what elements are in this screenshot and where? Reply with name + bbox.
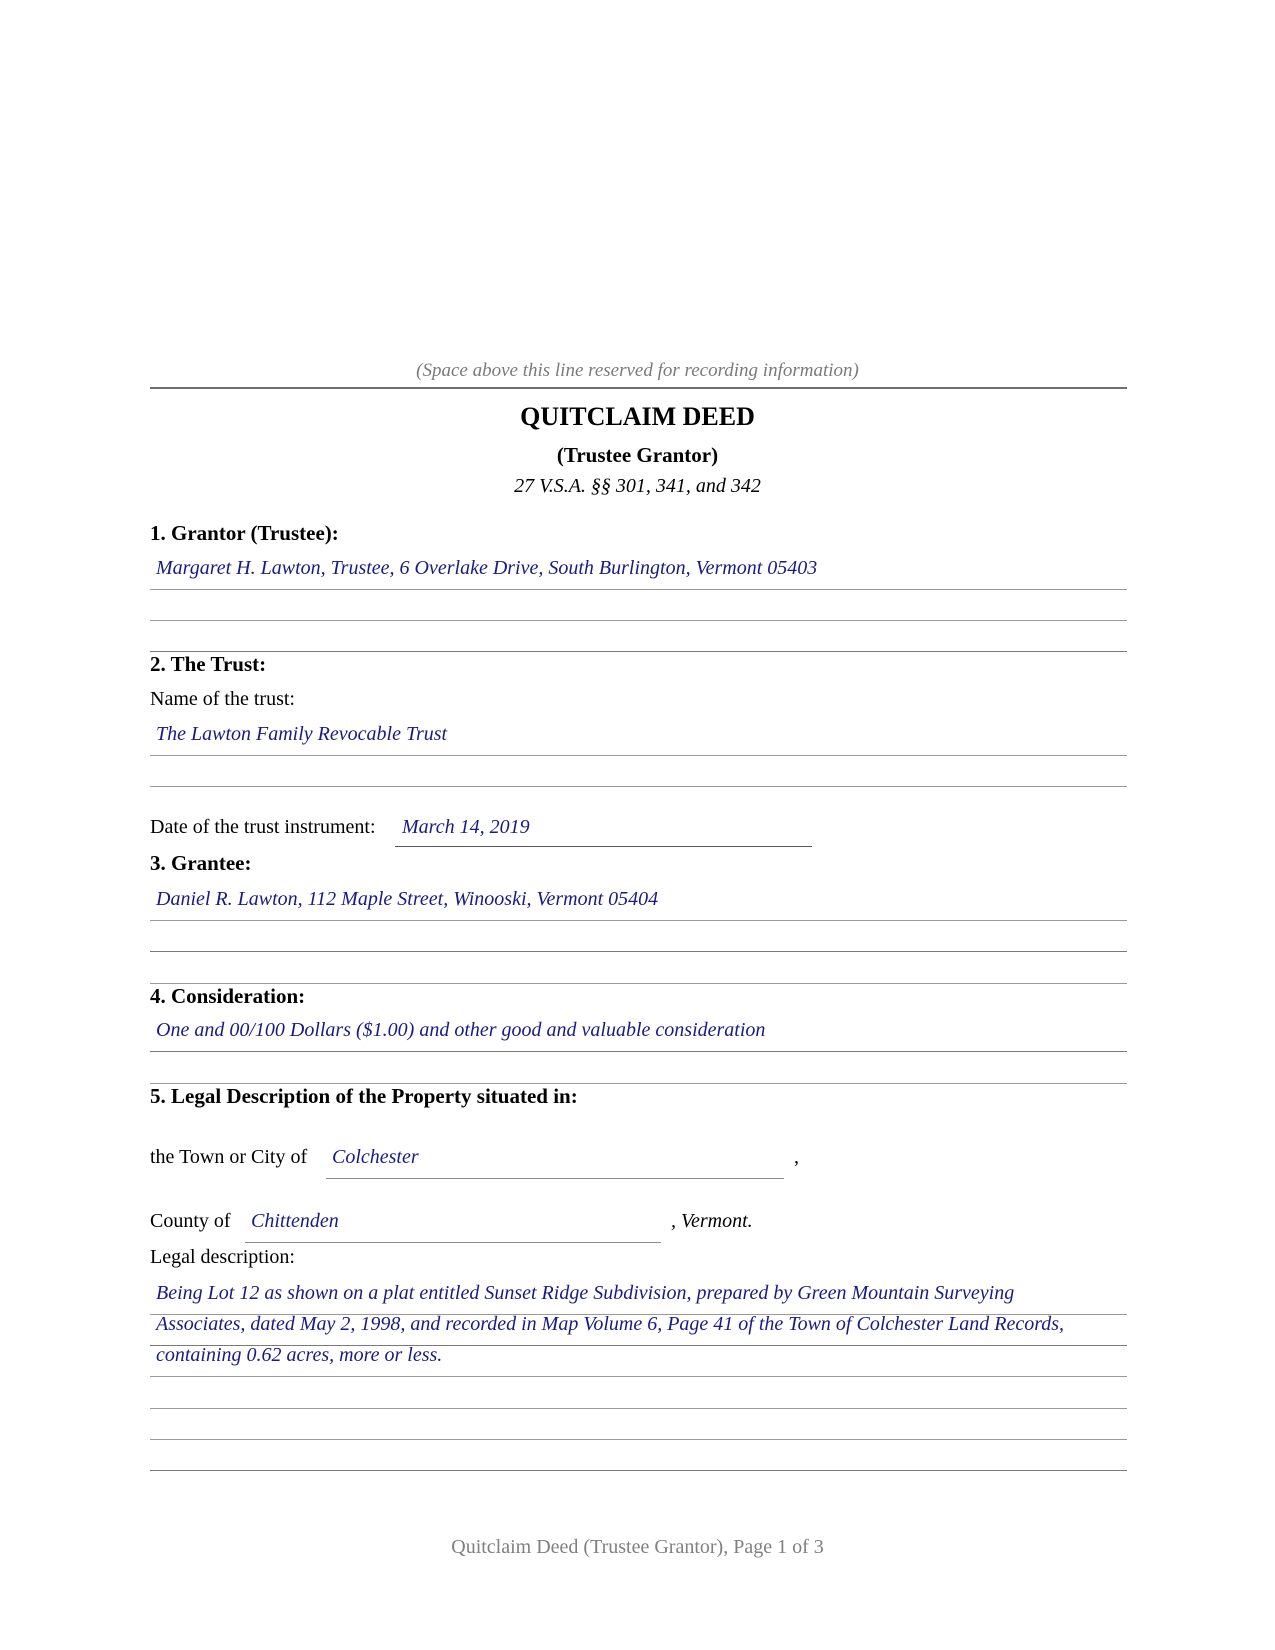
county-field[interactable]: Chittenden xyxy=(251,1210,339,1232)
grantor-line-3 xyxy=(150,651,1127,652)
town-line xyxy=(326,1178,784,1179)
grantee-field[interactable]: Daniel R. Lawton, 112 Maple Street, Winooski, Vermont 05404 xyxy=(156,888,659,910)
trust-date-label: Date of the trust instrument: xyxy=(150,816,376,838)
trust-date-field[interactable]: March 14, 2019 xyxy=(402,816,530,838)
consideration-field[interactable]: One and 00/100 Dollars ($1.00) and other good and valuable consideration xyxy=(156,1019,766,1041)
trust-heading: 2. The Trust: xyxy=(150,652,267,676)
trust-name-label: Name of the trust: xyxy=(150,688,295,710)
grantee-line-2 xyxy=(150,951,1127,952)
town-label: the Town or City of xyxy=(150,1146,308,1168)
grantor-field[interactable]: Margaret H. Lawton, Trustee, 6 Overlake Drive, South Burlington, Vermont 05403 xyxy=(156,557,818,579)
description-line-text-2[interactable]: Associates, dated May 2, 1998, and recorded in Map Volume 6, Page 41 of the Town of Colchester Land Records, xyxy=(156,1313,1065,1335)
statute-citation: 27 V.S.A. §§ 301, 341, and 342 xyxy=(514,475,761,497)
description-line-text-3[interactable]: containing 0.62 acres, more or less. xyxy=(156,1344,443,1366)
grantor-line-1 xyxy=(150,589,1127,590)
consideration-line-1 xyxy=(150,1051,1127,1052)
town-suffix: , xyxy=(794,1146,799,1168)
grantor-line-2 xyxy=(150,620,1127,621)
legal-heading: 5. Legal Description of the Property situated in: xyxy=(150,1084,578,1108)
description-line-4 xyxy=(150,1408,1127,1409)
trust-name-line-2 xyxy=(150,786,1127,787)
description-line-3 xyxy=(150,1376,1127,1377)
county-suffix: , Vermont. xyxy=(671,1210,753,1232)
consideration-heading: 4. Consideration: xyxy=(150,984,306,1008)
grantee-heading: 3. Grantee: xyxy=(150,851,252,875)
description-label: Legal description: xyxy=(150,1246,295,1268)
trust-name-field[interactable]: The Lawton Family Revocable Trust xyxy=(156,723,448,745)
county-line xyxy=(245,1242,661,1243)
description-line-6 xyxy=(150,1470,1127,1471)
page-subtitle: (Trustee Grantor) xyxy=(556,443,719,467)
recording-note: (Space above this line reserved for recording information) xyxy=(416,360,859,381)
recording-divider xyxy=(150,387,1127,389)
trust-name-line-1 xyxy=(150,755,1127,756)
town-field[interactable]: Colchester xyxy=(332,1146,419,1168)
page-footer: Quitclaim Deed (Trustee Grantor), Page 1 of 3 xyxy=(451,1536,824,1558)
trust-date-line xyxy=(395,846,812,847)
page-title: QUITCLAIM DEED xyxy=(520,402,755,431)
description-line-text-1[interactable]: Being Lot 12 as shown on a plat entitled Sunset Ridge Subdivision, prepared by Green Mountain Surveying xyxy=(156,1282,1015,1304)
grantor-heading: 1. Grantor (Trustee): xyxy=(150,521,339,545)
county-label: County of xyxy=(150,1210,231,1232)
description-line-5 xyxy=(150,1439,1127,1440)
grantee-line-1 xyxy=(150,920,1127,921)
